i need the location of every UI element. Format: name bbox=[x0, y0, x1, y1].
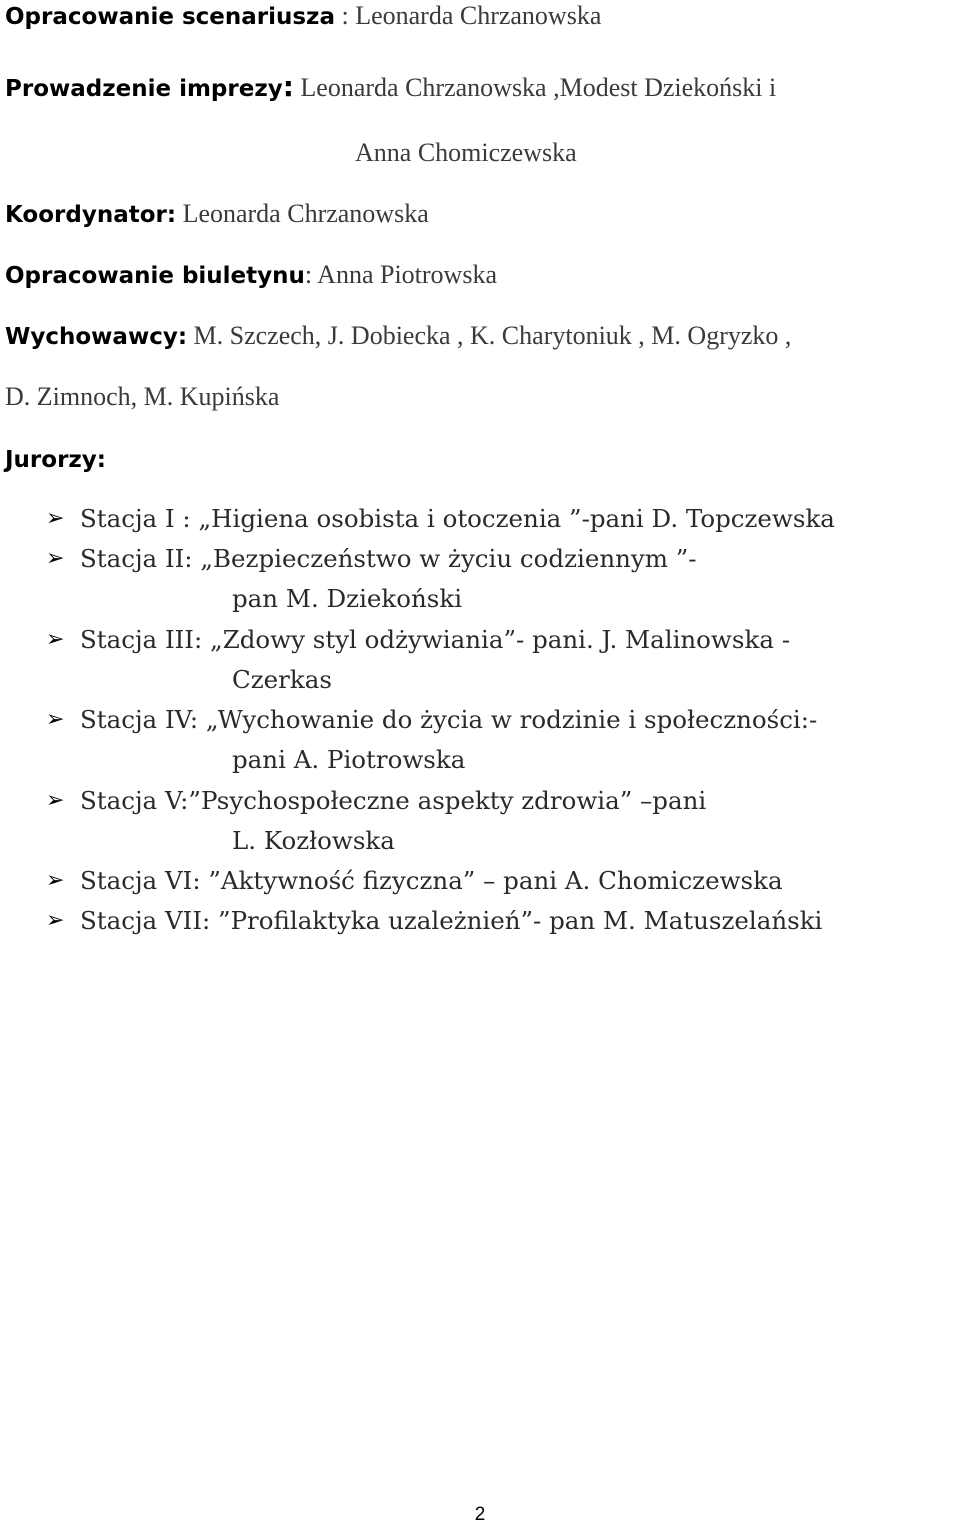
koordynator-value: Leonarda Chrzanowska bbox=[176, 199, 429, 228]
prowadzenie-value-cont: Anna Chomiczewska bbox=[355, 138, 577, 167]
wychowawcy-line bbox=[5, 320, 791, 353]
biuletyn-label: Opracowanie biuletynu bbox=[5, 263, 305, 289]
arrowhead-bullet-icon: ➢ bbox=[46, 506, 65, 531]
prowadzenie-line bbox=[5, 71, 776, 105]
prowadzenie-cont-line bbox=[355, 137, 577, 169]
scenariusz-value: : Leonarda Chrzanowska bbox=[334, 1, 602, 30]
arrowhead-bullet-icon: ➢ bbox=[46, 546, 65, 571]
station-3-text-cont: Czerkas bbox=[232, 665, 332, 694]
station-3-text: Stacja III: „Zdowy styl odżywiania”- pani. J. Malinowska - bbox=[80, 625, 790, 654]
arrowhead-bullet-icon: ➢ bbox=[46, 627, 65, 652]
station-4-text-cont: pani A. Piotrowska bbox=[232, 745, 466, 774]
arrowhead-bullet-icon: ➢ bbox=[46, 788, 65, 813]
scenariusz-label: Opracowanie scenariusza bbox=[5, 4, 335, 30]
scenariusz-line bbox=[5, 0, 601, 33]
station-2-text-cont: pan M. Dziekoński bbox=[232, 584, 463, 613]
koordynator-label: Koordynator: bbox=[5, 202, 177, 228]
wychowawcy-cont-line bbox=[5, 381, 279, 413]
arrowhead-bullet-icon: ➢ bbox=[46, 868, 65, 893]
wychowawcy-value-cont: D. Zimnoch, M. Kupińska bbox=[5, 382, 280, 411]
page-number: 2 bbox=[474, 1504, 486, 1525]
station-5-text-cont: L. Kozłowska bbox=[232, 826, 395, 855]
station-6-text: Stacja VI: ”Aktywność fizyczna” – pani A. Chomiczewska bbox=[80, 866, 783, 895]
wychowawcy-label: Wychowawcy: bbox=[5, 324, 188, 350]
koordynator-line bbox=[5, 198, 429, 231]
arrowhead-bullet-icon: ➢ bbox=[46, 908, 65, 933]
station-5-text: Stacja V:”Psychospołeczne aspekty zdrowia” –pani bbox=[80, 786, 707, 815]
prowadzenie-value: Leonarda Chrzanowska ,Modest Dziekoński i bbox=[293, 73, 777, 102]
station-1-text: Stacja I : „Higiena osobista i otoczenia ”-pani D. Topczewska bbox=[80, 504, 835, 533]
station-2-text: Stacja II: „Bezpieczeństwo w życiu codziennym ”- bbox=[80, 544, 697, 573]
station-7-text: Stacja VII: ”Profilaktyka uzależnień”- pan M. Matuszelański bbox=[80, 906, 823, 935]
prowadzenie-label: Prowadzenie imprezy bbox=[5, 76, 283, 102]
biuletyn-line bbox=[5, 259, 497, 292]
jurorzy-label: Jurorzy: bbox=[5, 447, 106, 473]
prowadzenie-colon: : bbox=[282, 70, 294, 103]
wychowawcy-value: M. Szczech, J. Dobiecka , K. Charytoniuk , M. Ogryzko , bbox=[187, 321, 792, 350]
station-4-text: Stacja IV: „Wychowanie do życia w rodzinie i społeczności:- bbox=[80, 705, 818, 734]
jurorzy-line bbox=[5, 443, 106, 476]
biuletyn-value: : Anna Piotrowska bbox=[304, 260, 497, 289]
arrowhead-bullet-icon: ➢ bbox=[46, 707, 65, 732]
